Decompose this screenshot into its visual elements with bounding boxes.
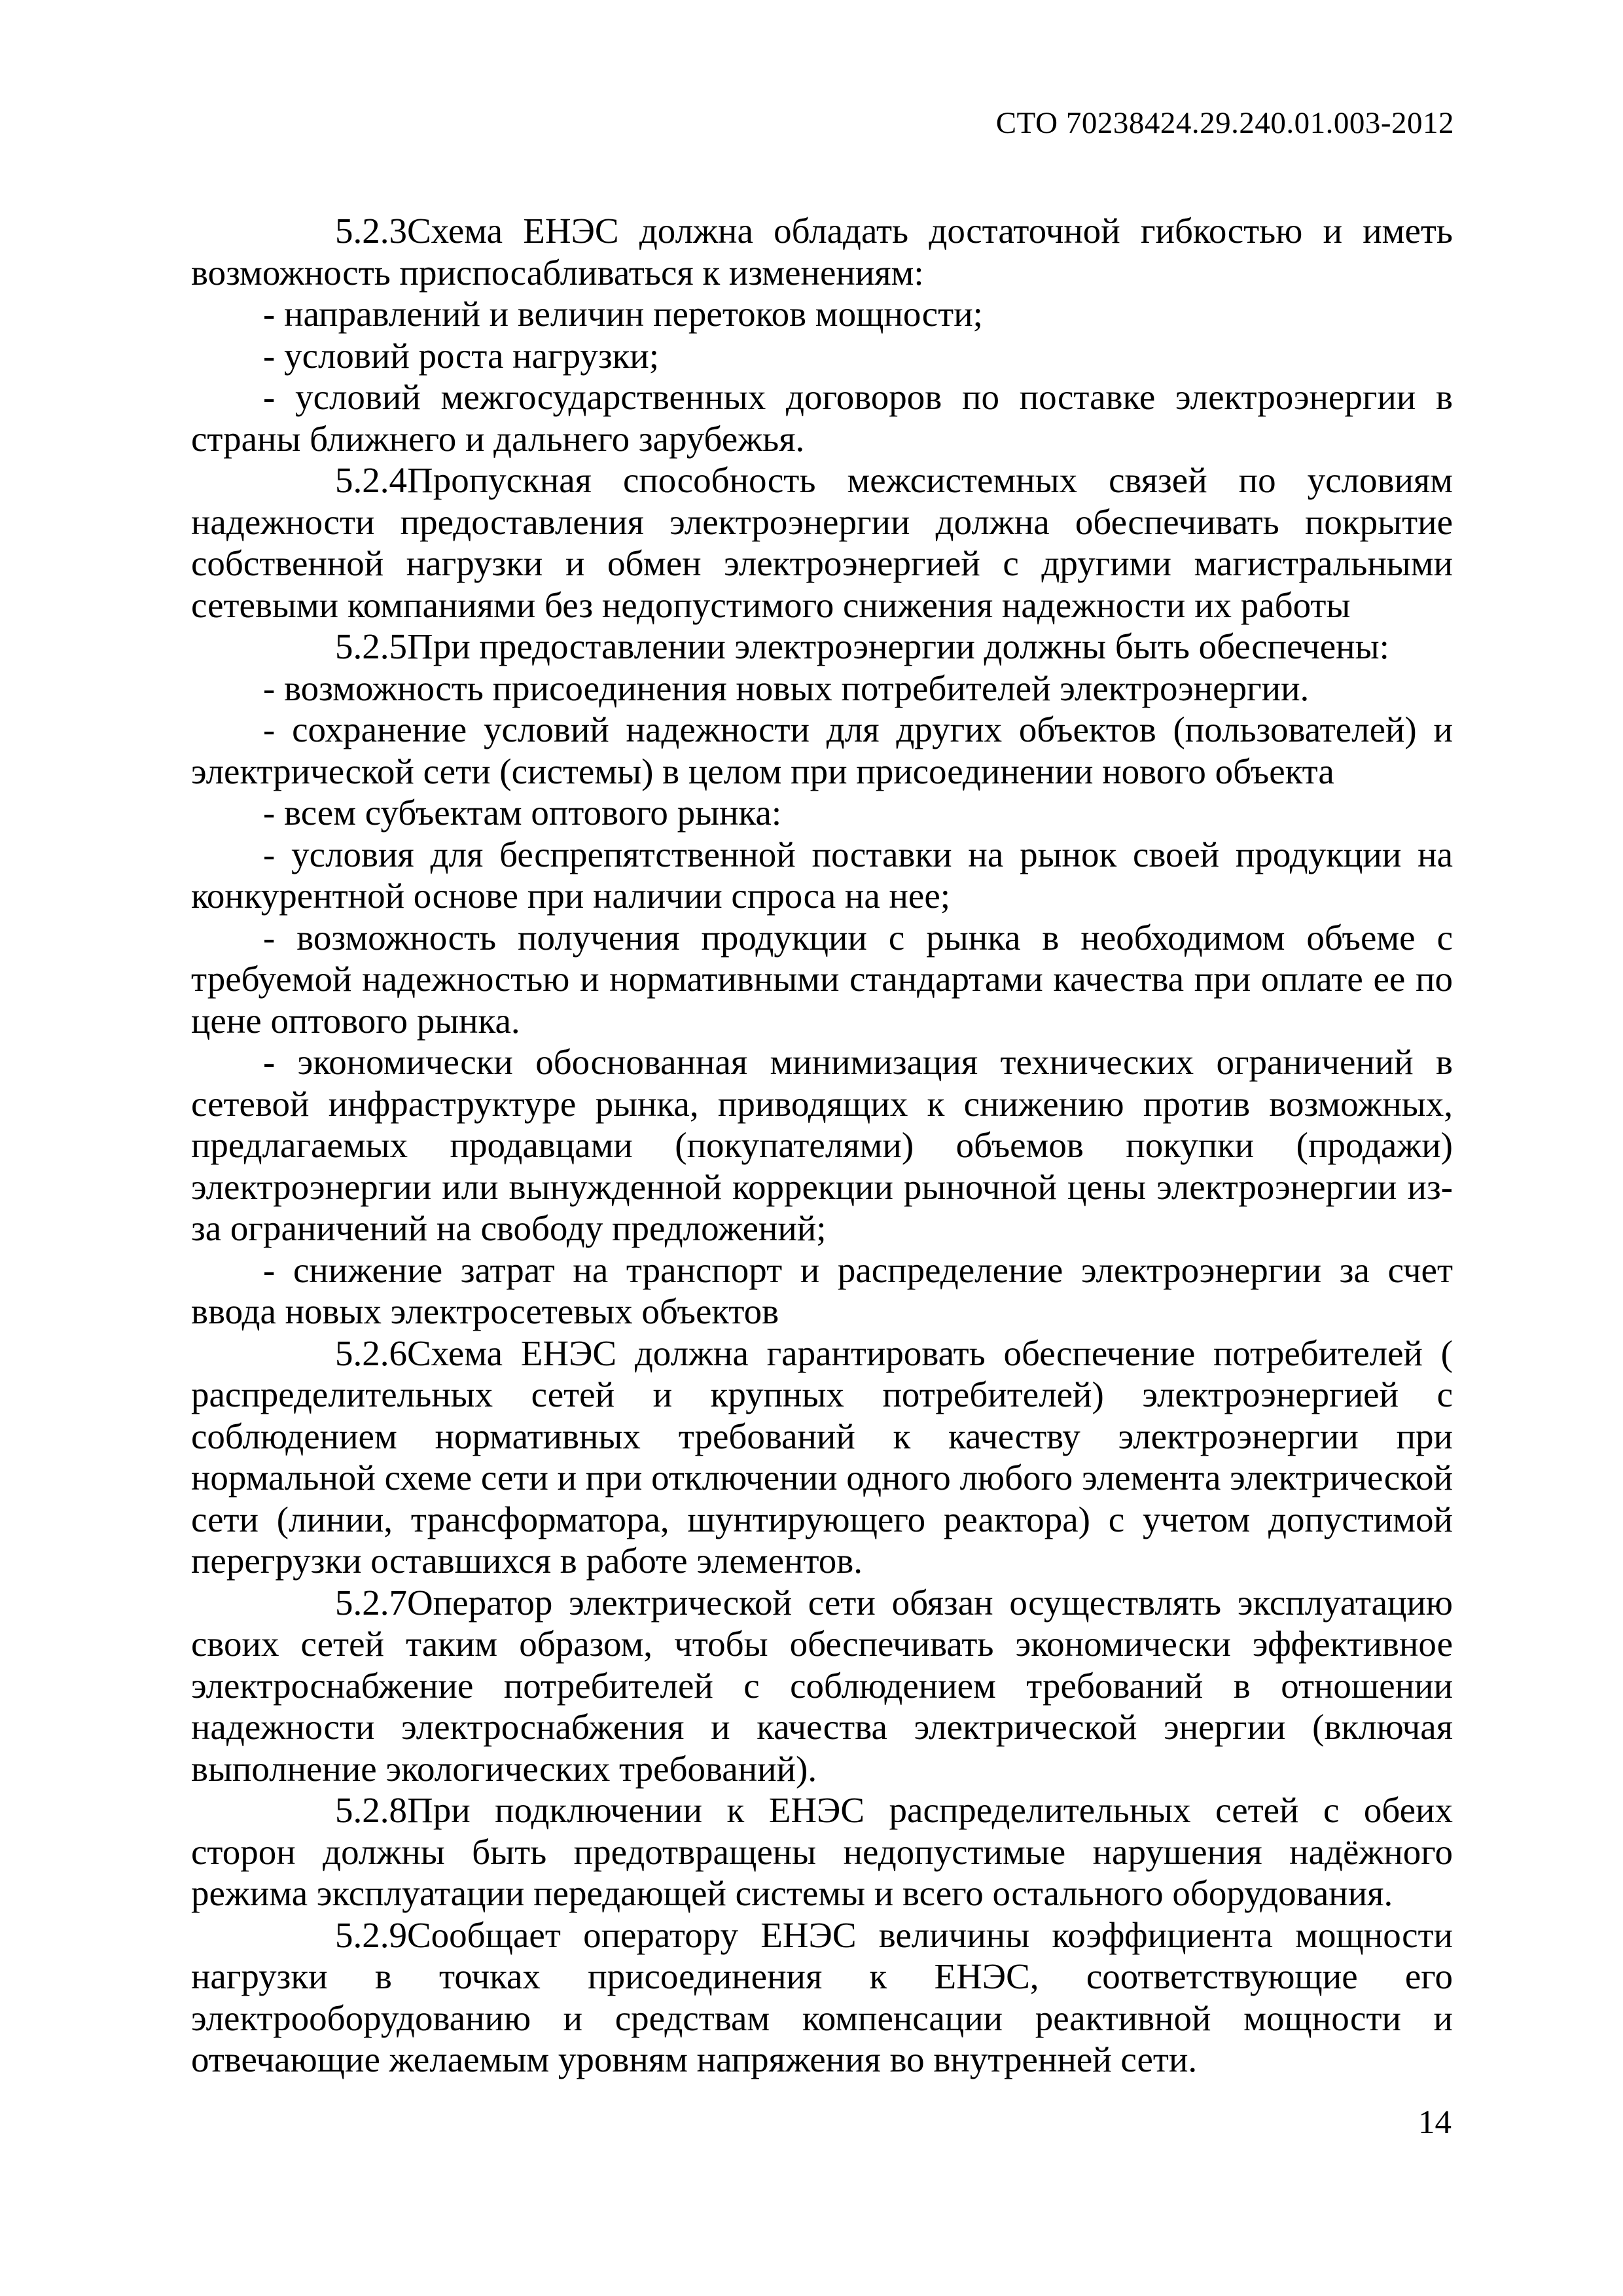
paragraph-text: - сохранение условий надежности для других объектов (пользователей) и электрической сети (системы) в целом при присоединении нового объекта [191,709,1453,791]
paragraph-text: Пропускная способность межсистемных связей по условиям надежности предоставления электроэнергии должна обеспечивать покрытие собственной нагрузки и обмен электроэнергией с другими магистральными сетевыми компаниями без недопустимого снижения надежности их работы [191,460,1453,625]
paragraph-text: - возможность получения продукции с рынка в необходимом объеме с требуемой надежностью и нормативными стандартами качества при оплате ее по цене оптового рынка. [191,917,1453,1041]
paragraph-text: - направлений и величин перетоков мощности; [263,294,983,334]
paragraph-text: При предоставлении электроэнергии должны быть обеспечены: [407,626,1389,666]
list-item [191,834,1453,917]
paragraph-text: При подключении к ЕНЭС распределительных сетей с обеих сторон должны быть предотвращены недопустимые нарушения надёжного режима эксплуатации передающей системы и всего остального оборудования. [191,1790,1453,1913]
paragraph-text: - всем субъектам оптового рынка: [263,793,782,833]
paragraph-text: Оператор электрической сети обязан осуществлять эксплуатацию своих сетей таким образом, чтобы обеспечивать экономически эффективное электроснабжение потребителей с соблюдением требований в отношении надежности электроснабжения и качества электрической энергии (включая выполнение экологических требований). [191,1582,1453,1789]
paragraph-text: Схема ЕНЭС должна обладать достаточной гибкостью и иметь возможность приспосабливаться к изменениям: [191,211,1453,293]
list-item [191,1249,1453,1333]
list-item [191,917,1453,1042]
paragraph-text: - условий межгосударственных договоров по поставке электроэнергии в страны ближнего и дальнего зарубежья. [191,377,1453,459]
paragraph-5-2-9 [191,1914,1453,2081]
paragraph-text: - условий роста нагрузки; [263,335,659,376]
list-item [191,709,1453,792]
paragraph-text: - возможность присоединения новых потребителей электроэнергии. [263,668,1310,708]
clause-number: 5.2.6 [335,1333,407,1373]
list-item [191,792,1453,834]
clause-number: 5.2.9 [335,1914,407,1955]
clause-number: 5.2.5 [335,626,407,666]
paragraph-5-2-7 [191,1582,1453,1790]
paragraph-text: - условия для беспрепятственной поставки на рынок своей продукции на конкурентной основе при наличии спроса на нее; [191,834,1453,916]
paragraph-5-2-4 [191,459,1453,626]
list-item [191,376,1453,459]
paragraph-text: - снижение затрат на транспорт и распределение электроэнергии за счет ввода новых электросетевых объектов [191,1249,1453,1331]
list-item [191,293,1453,335]
paragraph-text: Сообщает оператору ЕНЭС величины коэффициента мощности нагрузки в точках присоединения к ЕНЭС, соответствующие его электрооборудованию и средствам компенсации реактивной мощности и отвечающие желаемым уровням напряжения во внутренней сети. [191,1914,1453,2079]
list-item [191,335,1453,377]
paragraph-text: Схема ЕНЭС должна гарантировать обеспечение потребителей ( распределительных сетей и крупных потребителей) электроэнергией с соблюдением нормативных требований к качеству электроэнергии при нормальной схеме сети и при отключении одного любого элемента электрической сети (линии, трансформатора, шунтирующего реактора) с учетом допустимой перегрузки оставшихся в работе элементов. [191,1333,1453,1581]
document-body [191,210,1453,2081]
paragraph-5-2-8 [191,1789,1453,1914]
list-item [191,1041,1453,1249]
paragraph-text: - экономически обоснованная минимизация технических ограничений в сетевой инфраструктуре рынка, приводящих к снижению против возможных, предлагаемых продавцами (покупателями) объемов покупки (продажи) электроэнергии или вынужденной коррекции рыночной цены электроэнергии из-за ограничений на свободу предложений; [191,1042,1453,1248]
paragraph-5-2-3 [191,210,1453,293]
paragraph-5-2-6 [191,1333,1453,1582]
clause-number: 5.2.4 [335,460,407,500]
clause-number: 5.2.3 [335,211,407,251]
paragraph-5-2-5 [191,626,1453,668]
page-number: 14 [1418,2104,1452,2141]
list-item [191,668,1453,709]
clause-number: 5.2.7 [335,1582,407,1623]
document-code: СТО 70238424.29.240.01.003-2012 [995,106,1454,140]
clause-number: 5.2.8 [335,1790,407,1830]
